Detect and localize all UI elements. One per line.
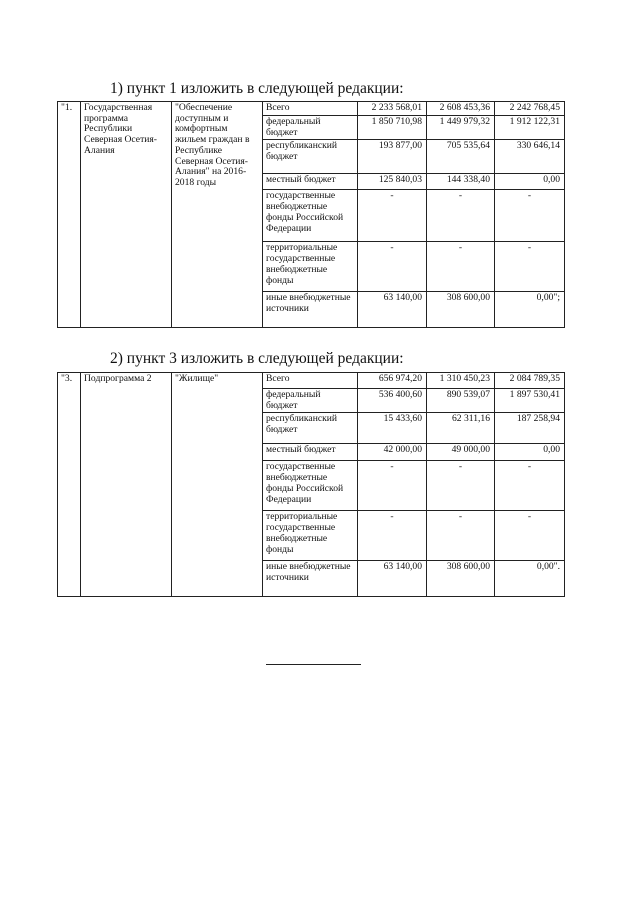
program-name: Подпрограмма 2 [81,373,172,597]
funding-source: местный бюджет [263,444,358,461]
funding-source: федеральный бюджет [263,116,358,140]
amount-2018: 0,00 [495,174,565,190]
funding-source: территориальные государственные внебюджетные фонды [263,242,358,292]
amount-2018: 330 646,14 [495,140,565,174]
amount-2018: - [495,461,565,511]
amount-2018: 1 912 122,31 [495,116,565,140]
funding-source: государственные внебюджетные фонды Российской Федерации [263,461,358,511]
amendment-1-table [57,101,565,328]
amendment-2-table [57,372,565,597]
amount-2017: - [427,190,495,242]
funding-source: иные внебюджетные источники [263,292,358,328]
item-number: "1. [58,102,81,328]
amount-2016: - [358,511,427,561]
amount-2016: 193 877,00 [358,140,427,174]
amount-2017: 308 600,00 [427,561,495,597]
amount-2017: 2 608 453,36 [427,102,495,116]
funding-source: иные внебюджетные источники [263,561,358,597]
amount-2016: 42 000,00 [358,444,427,461]
amount-2017: - [427,461,495,511]
amount-2018: - [495,190,565,242]
funding-source: местный бюджет [263,174,358,190]
amount-2017: 62 311,16 [427,413,495,444]
amount-2018: 0,00 [495,444,565,461]
amount-2017: 1 449 979,32 [427,116,495,140]
amount-2018: 187 258,94 [495,413,565,444]
amount-2017: 890 539,07 [427,389,495,413]
amendment-1-heading: 1) пункт 1 изложить в следующей редакции: [110,80,404,97]
amount-2017: 308 600,00 [427,292,495,328]
amount-2016: 125 840,03 [358,174,427,190]
program-title: "Жилище" [172,373,263,597]
amount-2016: 63 140,00 [358,561,427,597]
funding-source: республиканский бюджет [263,140,358,174]
amount-2017: - [427,242,495,292]
closing-rule [266,664,361,665]
item-number: "3. [58,373,81,597]
amount-2017: 144 338,40 [427,174,495,190]
amount-2016: - [358,242,427,292]
amount-2018: 2 242 768,45 [495,102,565,116]
funding-source: государственные внебюджетные фонды Российской Федерации [263,190,358,242]
amount-2017: 705 535,64 [427,140,495,174]
program-name: Государственная программа Республики Северная Осетия-Алания [81,102,172,328]
funding-source: республиканский бюджет [263,413,358,444]
funding-source: федеральный бюджет [263,389,358,413]
amount-2018: - [495,242,565,292]
amount-2018: 2 084 789,35 [495,373,565,389]
amount-2016: 2 233 568,01 [358,102,427,116]
amount-2018: - [495,511,565,561]
table-row [58,373,565,389]
program-title: "Обеспечение доступным и комфортным жильем граждан в Республике Северная Осетия-Алания" на 2016-2018 годы [172,102,263,328]
amount-2017: 49 000,00 [427,444,495,461]
amount-2017: 1 310 450,23 [427,373,495,389]
amount-2016: 536 400,60 [358,389,427,413]
funding-source: территориальные государственные внебюджетные фонды [263,511,358,561]
amount-2018: 0,00". [495,561,565,597]
amount-2018: 1 897 530,41 [495,389,565,413]
amount-2017: - [427,511,495,561]
amount-2016: - [358,190,427,242]
amount-2016: 63 140,00 [358,292,427,328]
amount-2016: 656 974,20 [358,373,427,389]
amount-2016: 1 850 710,98 [358,116,427,140]
amendment-2-heading: 2) пункт 3 изложить в следующей редакции: [110,350,404,367]
funding-source: Всего [263,102,358,116]
funding-source: Всего [263,373,358,389]
table-row [58,102,565,116]
amount-2018: 0,00"; [495,292,565,328]
amount-2016: - [358,461,427,511]
amount-2016: 15 433,60 [358,413,427,444]
